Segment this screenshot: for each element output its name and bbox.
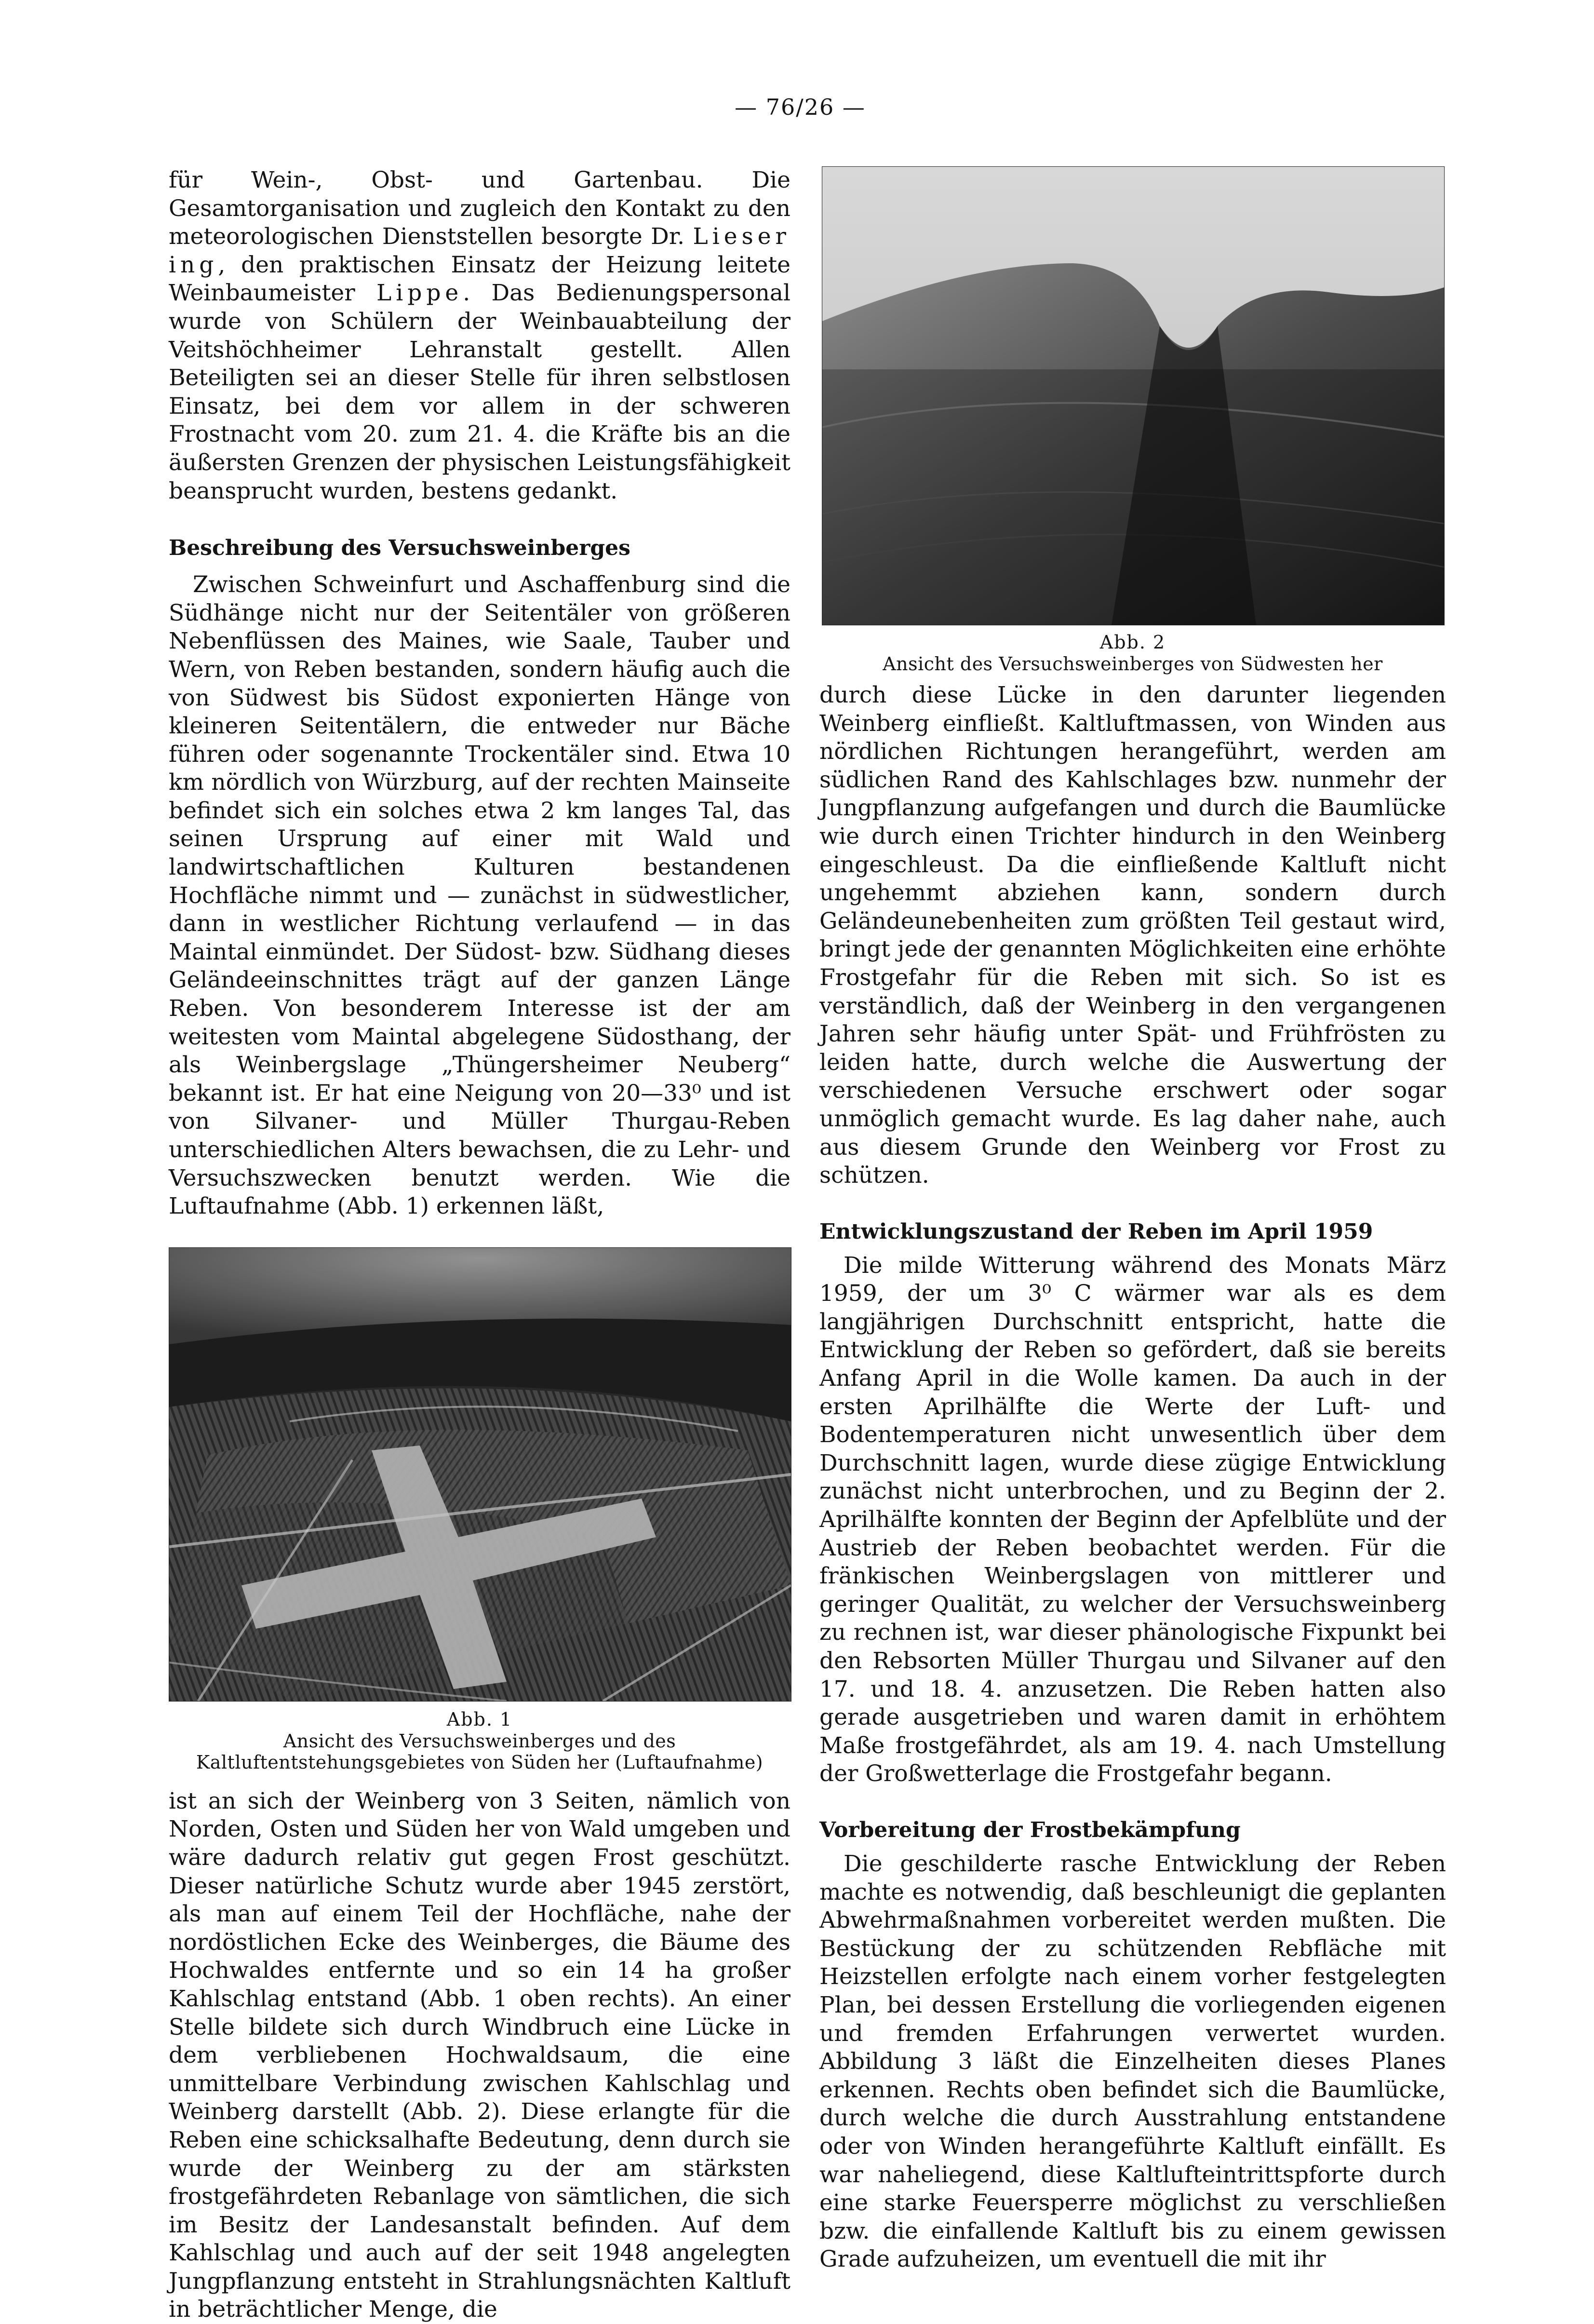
name-lieser-ing: Lieser ing xyxy=(169,223,790,278)
aerial-photo-figure1 xyxy=(169,1247,791,1702)
slope-photo-figure2 xyxy=(822,166,1445,625)
intro-paragraph: für Wein-, Obst- und Gartenbau. Die Gesamtorganisation und zugleich den Kontakt zu den meteorologischen Dienststellen besorgte Dr. Lieser ing, den praktischen Einsatz der Heizung leitete Weinbaumeister Lippe. Das Bedienungspersonal wurde von Schülern der Weinbauabteilung der Veitshöchheimer Lehranstalt gestellt. Allen Beteiligten sei an dieser Stelle für ihren selbstlosen Einsatz, bei dem vor allem in der schweren Frostnacht vom 20. zum 21. 4. die Kräfte bis an die äußersten Grenzen der physischen Leistungsfähigkeit beansprucht wurden, bestens gedankt. xyxy=(169,167,790,504)
figure2-caption: Ansicht des Versuchsweinberges von Südwesten her xyxy=(883,653,1383,675)
figure1-label: Abb. 1 xyxy=(446,1708,513,1730)
description-paragraph: Zwischen Schweinfurt und Aschaffenburg sind die Südhänge nicht nur der Seitentäler von größeren Nebenflüssen des Maines, wie Saale, Tauber und Wern, von Reben bestanden, sondern häufig auch die von Südwest bis Südost exponierten Hänge von kleineren Seitentälern, die entweder nur Bäche führen oder sogenannte Trockentäler sind. Etwa 10 km nördlich von Würzburg, auf der rechten Mainseite befindet sich ein solches etwa 2 km langes Tal, das seinen Ursprung auf einer mit Wald und landwirtschaftlichen Kulturen bestandenen Hochfläche nimmt und — zunächst in südwestlicher, dann in westlicher Richtung verlaufend — in das Maintal einmündet. Der Südost- bzw. Südhang dieses Geländeeinschnittes trägt auf der ganzen Länge Reben. Von besonderem Interesse ist der am weitesten vom Maintal abgelegene Südosthang, der als Weinbergslage „Thüngersheimer Neuberg“ bekannt ist. Er hat eine Neigung von 20—33⁰ und ist von Silvaner- und Müller Thurgau-Reben unterschiedlichen Alters bewachsen, die zu Lehr- und Versuchszwecken benutzt werden. Wie die Luftaufnahme (Abb. 1) erkennen läßt, xyxy=(169,571,790,1220)
aerial-photo-image xyxy=(169,1248,791,1701)
page-number: — 76/26 — xyxy=(735,94,866,120)
left-column xyxy=(169,166,790,2324)
slope-photo-image xyxy=(822,167,1444,625)
name-lippe: Lippe xyxy=(376,280,463,307)
figure1-caption: Ansicht des Versuchsweinberges und des Kaltluftentstehungsgebietes von Süden her (Luftaufnahme) xyxy=(196,1730,764,1773)
development-paragraph: Die milde Witterung während des Monats März 1959, der um 3⁰ C wärmer war als es dem langjährigen Durchschnitt entspricht, hatte die Entwicklung der Reben so gefördert, daß sie bereits Anfang April in die Wolle kamen. Da auch in der ersten Aprilhälfte die Werte der Luft- und Bodentemperaturen nicht unwesentlich über dem Durchschnitt lagen, wurde diese zügige Entwicklung zunächst nicht unterbrochen, und zu Beginn der 2. Aprilhälfte konnten der Beginn der Apfelblüte und der Austrieb der Reben beobachtet werden. Für die fränkischen Weinbergslagen von mittlerer und geringer Qualität, zu welcher der Versuchsweinberg zu rechnen ist, war dieser phänologische Fixpunkt bei den Rebsorten Müller Thurgau und Silvaner auf den 17. und 18. 4. anzusetzen. Die Reben hatten also gerade ausgetrieben und waren damit in erhöhtem Maße frostgefährdet, als am 19. 4. nach Umstellung der Großwetterlage die Frostgefahr begann. xyxy=(819,1252,1446,1787)
section-heading-preparation: Vorbereitung der Frostbekämpfung xyxy=(819,1817,1241,1842)
preparation-paragraph: Die geschilderte rasche Entwicklung der Reben machte es notwendig, daß beschleunigt die geplanten Abwehrmaßnahmen vorbereitet werden mußten. Die Bestückung der zu schützenden Rebfläche mit Heizstellen erfolgte nach einem vorher festgelegten Plan, bei dessen Erstellung die vorliegenden eigenen und fremden Erfahrungen verwertet wurden. Abbildung 3 läßt die Einzelheiten dieses Planes erkennen. Rechts oben befindet sich die Baumlücke, durch welche die durch Ausstrahlung entstandene oder von Winden herangeführte Kaltluft einfällt. Es war naheliegend, diese Kaltlufteintrittspforte durch eine starke Feuersperre möglichst zu verschließen bzw. die einfallende Kaltluft bis zu einem gewissen Grade aufzuheizen, um eventuell die mit ihr xyxy=(819,1850,1446,2273)
cold-air-paragraph: durch diese Lücke in den darunter liegenden Weinberg einfließt. Kaltluftmassen, von Winden aus nördlichen Richtungen herangeführt, werden am südlichen Rand des Kahlschlages bzw. nunmehr der Jungpflanzung aufgefangen und durch die Baumlücke wie durch einen Trichter hindurch in den Weinberg eingeschleust. Da die einfließende Kaltluft nicht ungehemmt abziehen kann, sondern durch Geländeunebenheiten zum größten Teil gestaut wird, bringt jede der genannten Möglichkeiten eine erhöhte Frostgefahr für die Reben mit sich. So ist es verständlich, daß der Weinberg in den vergangenen Jahren sehr häufig unter Spät- und Frühfrösten zu leiden hatte, durch welche die Auswertung der verschiedenen Versuche erschwert oder sogar unmöglich gemacht wurde. Es lag daher nahe, auch aus diesem Grunde den Weinberg vor Frost zu schützen. xyxy=(819,682,1446,1189)
section-heading-description: Beschreibung des Versuchsweinberges xyxy=(169,536,630,561)
right-column xyxy=(819,166,1446,2274)
section-heading-development: Entwicklungszustand der Reben im April 1959 xyxy=(819,1219,1373,1244)
figure2-label: Abb. 2 xyxy=(1099,632,1166,653)
windbreak-paragraph: ist an sich der Weinberg von 3 Seiten, nämlich von Norden, Osten und Süden her von Wald umgeben und wäre dadurch relativ gut gegen Frost geschützt. Dieser natürliche Schutz wurde aber 1945 zerstört, als man auf einem Teil der Hochfläche, nahe der nordöstlichen Ecke des Weinberges, die Bäume des Hochwaldes entfernte und so ein 14 ha großer Kahlschlag entstand (Abb. 1 oben rechts). An einer Stelle bildete sich durch Windbruch eine Lücke in dem verbliebenen Hochwaldsaum, die eine unmittelbare Verbindung zwischen Kahlschlag und Weinberg darstellt (Abb. 2). Diese erlangte für die Reben eine schicksalhafte Bedeutung, denn durch sie wurde der Weinberg zu der am stärksten frostgefährdeten Rebanlage von sämtlichen, die sich im Besitz der Landesanstalt befinden. Auf dem Kahlschlag und auch auf der seit 1948 angelegten Jungpflanzung entsteht in Strahlungsnächten Kaltluft in beträchtlicher Menge, die xyxy=(169,1787,790,2323)
